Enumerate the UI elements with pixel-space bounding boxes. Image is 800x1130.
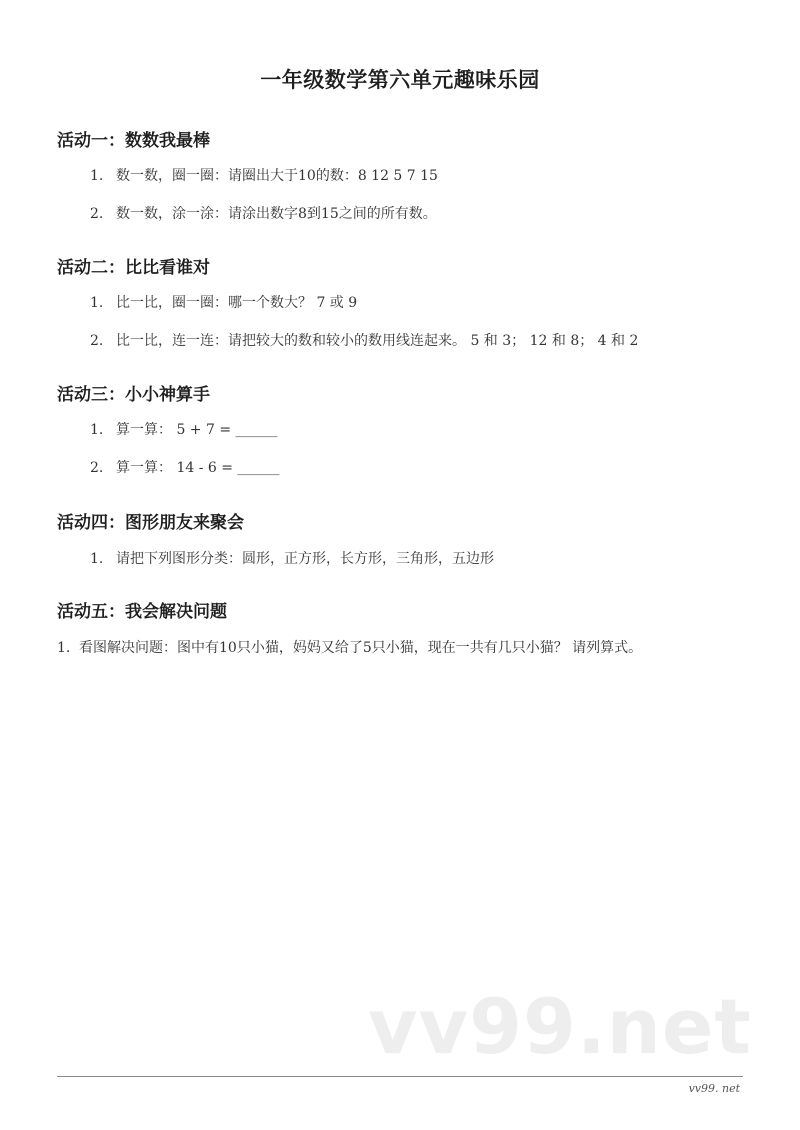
section-5-heading: 活动五：我会解决问题 <box>57 602 227 622</box>
item-text: 数一数，圈一圈：请圈出大于10的数：8 12 5 7 15 <box>116 168 438 184</box>
footer-site-name: vv99. net <box>688 1082 740 1095</box>
item-number: 1. <box>90 422 104 438</box>
section-2-item-2 <box>90 330 638 350</box>
section-4-item-1 <box>90 548 494 568</box>
section-1-heading: 活动一：数数我最棒 <box>57 131 210 151</box>
item-text: 请把下列图形分类：圆形，正方形，长方形，三角形，五边形 <box>116 551 494 567</box>
item-text: 数一数，涂一涂：请涂出数字8到15之间的所有数。 <box>116 206 437 222</box>
page-title: 一年级数学第六单元趣味乐园 <box>260 67 540 92</box>
item-number: 1. <box>90 551 104 567</box>
item-text: 比一比，连一连：请把较大的数和较小的数用线连起来。 5 和 3； 12 和 8； 4 和 2 <box>116 333 639 349</box>
item-text: 算一算： 14 - 6 = ______ <box>116 460 280 476</box>
section-4-heading: 活动四：图形朋友来聚会 <box>57 513 244 533</box>
item-text: 比一比，圈一圈：哪一个数大？ 7 或 9 <box>116 295 358 311</box>
section-3-item-1 <box>90 419 278 439</box>
item-number: 2. <box>90 460 104 476</box>
item-text: 看图解决问题：图中有10只小猫，妈妈又给了5只小猫，现在一共有几只小猫？ 请列算式。 <box>79 640 643 656</box>
section-1-item-2 <box>90 203 437 223</box>
section-5-item-1 <box>57 637 642 657</box>
section-3-heading: 活动三：小小神算手 <box>57 385 210 405</box>
item-number: 1. <box>57 640 71 656</box>
watermark: vv99.net <box>368 982 752 1071</box>
item-number: 2. <box>90 206 104 222</box>
item-text: 算一算： 5 + 7 = ______ <box>116 422 278 438</box>
item-number: 1. <box>90 168 104 184</box>
item-number: 2. <box>90 333 104 349</box>
item-number: 1. <box>90 295 104 311</box>
section-2-heading: 活动二：比比看谁对 <box>57 258 210 278</box>
section-1-item-1 <box>90 165 438 185</box>
section-2-item-1 <box>90 292 357 312</box>
section-3-item-2 <box>90 457 279 477</box>
footer-divider <box>57 1076 743 1077</box>
